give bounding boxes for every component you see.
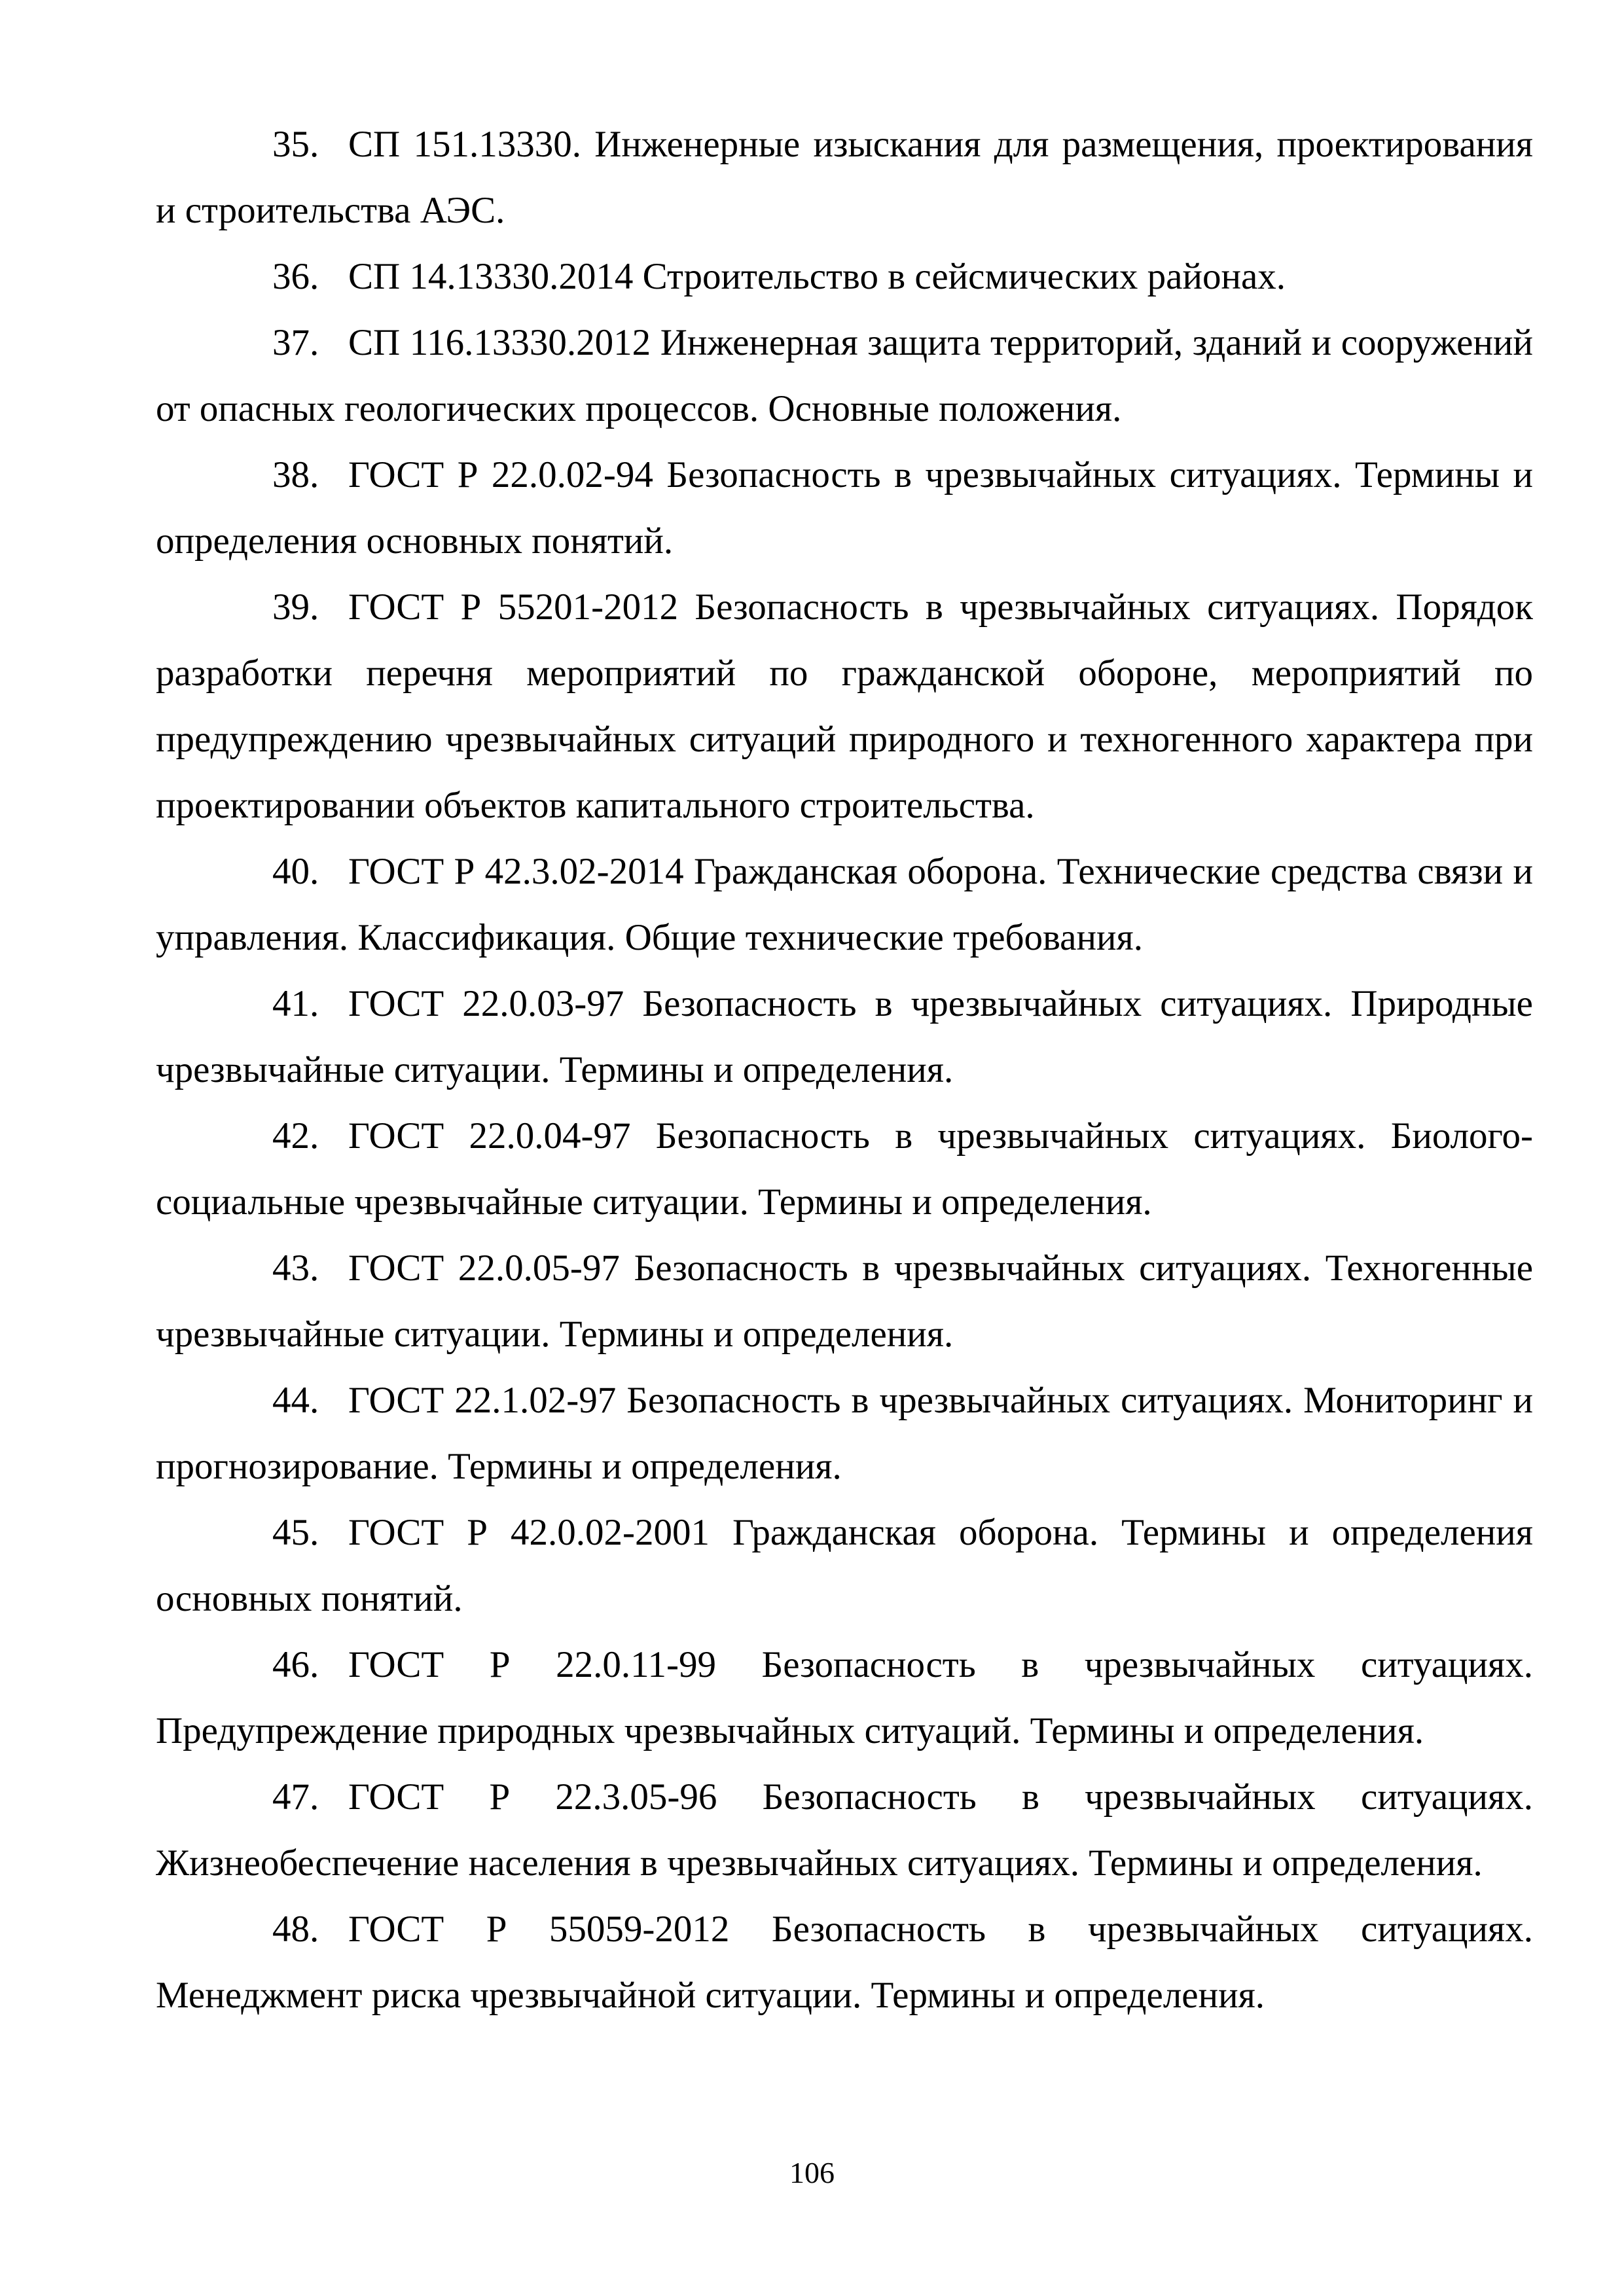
reference-item (156, 1499, 1533, 1632)
reference-text: ГОСТ Р 55201-2012 Безопасность в чрезвычайных ситуациях. Порядок разработки перечня мероприятий по гражданской обороне, мероприятий по предупреждению чрезвычайных ситуаций природного и техногенного характера при проектировании объектов капитального строительства. (156, 586, 1533, 826)
reference-number: 47. (272, 1776, 319, 1818)
reference-item (156, 574, 1533, 838)
reference-list (156, 111, 1533, 2028)
reference-item (156, 1632, 1533, 1764)
reference-item (156, 442, 1533, 574)
reference-item (156, 310, 1533, 442)
reference-item (156, 111, 1533, 243)
reference-text: ГОСТ 22.1.02-97 Безопасность в чрезвычайных ситуациях. Мониторинг и прогнозирование. Термины и определения. (156, 1380, 1533, 1487)
reference-number: 35. (272, 124, 319, 165)
reference-number: 42. (272, 1115, 319, 1157)
reference-text: ГОСТ 22.0.03-97 Безопасность в чрезвычайных ситуациях. Природные чрезвычайные ситуации. Термины и определения. (156, 983, 1533, 1090)
reference-text: ГОСТ Р 42.0.02-2001 Гражданская оборона. Термины и определения основных понятий. (156, 1512, 1533, 1619)
reference-number: 46. (272, 1644, 319, 1685)
reference-number: 45. (272, 1512, 319, 1553)
reference-text: ГОСТ Р 42.3.02-2014 Гражданская оборона. Технические средства связи и управления. Классификация. Общие технические требования. (156, 851, 1533, 958)
reference-number: 38. (272, 454, 319, 495)
reference-number: 36. (272, 256, 319, 297)
reference-item (156, 838, 1533, 971)
reference-item (156, 1896, 1533, 2028)
reference-text: ГОСТ Р 22.3.05-96 Безопасность в чрезвычайных ситуациях. Жизнеобеспечение населения в чрезвычайных ситуациях. Термины и определения. (156, 1776, 1533, 1884)
reference-item (156, 1235, 1533, 1367)
reference-number: 44. (272, 1380, 319, 1421)
reference-number: 39. (272, 586, 319, 628)
reference-number: 40. (272, 851, 319, 892)
reference-item (156, 1103, 1533, 1235)
reference-item (156, 243, 1533, 310)
reference-text: СП 116.13330.2012 Инженерная защита территорий, зданий и сооружений от опасных геологических процессов. Основные положения. (156, 322, 1533, 429)
reference-item (156, 1367, 1533, 1499)
reference-text: ГОСТ 22.0.05-97 Безопасность в чрезвычайных ситуациях. Техногенные чрезвычайные ситуации. Термины и определения. (156, 1247, 1533, 1355)
page-number: 106 (789, 2156, 835, 2189)
reference-number: 48. (272, 1909, 319, 1950)
reference-text: СП 151.13330. Инженерные изыскания для размещения, проектирования и строительства АЭС. (156, 124, 1533, 231)
reference-number: 41. (272, 983, 319, 1024)
reference-text: ГОСТ 22.0.04-97 Безопасность в чрезвычайных ситуациях. Биолого-социальные чрезвычайные ситуации. Термины и определения. (156, 1115, 1533, 1223)
reference-text: ГОСТ Р 22.0.11-99 Безопасность в чрезвычайных ситуациях. Предупреждение природных чрезвычайных ситуаций. Термины и определения. (156, 1644, 1533, 1751)
reference-number: 43. (272, 1247, 319, 1289)
reference-item (156, 971, 1533, 1103)
reference-text: ГОСТ Р 55059-2012 Безопасность в чрезвычайных ситуациях. Менеджмент риска чрезвычайной ситуации. Термины и определения. (156, 1909, 1533, 2016)
reference-text: ГОСТ Р 22.0.02-94 Безопасность в чрезвычайных ситуациях. Термины и определения основных понятий. (156, 454, 1533, 562)
reference-number: 37. (272, 322, 319, 363)
reference-item (156, 1764, 1533, 1896)
reference-text: СП 14.13330.2014 Строительство в сейсмических районах. (348, 256, 1286, 297)
